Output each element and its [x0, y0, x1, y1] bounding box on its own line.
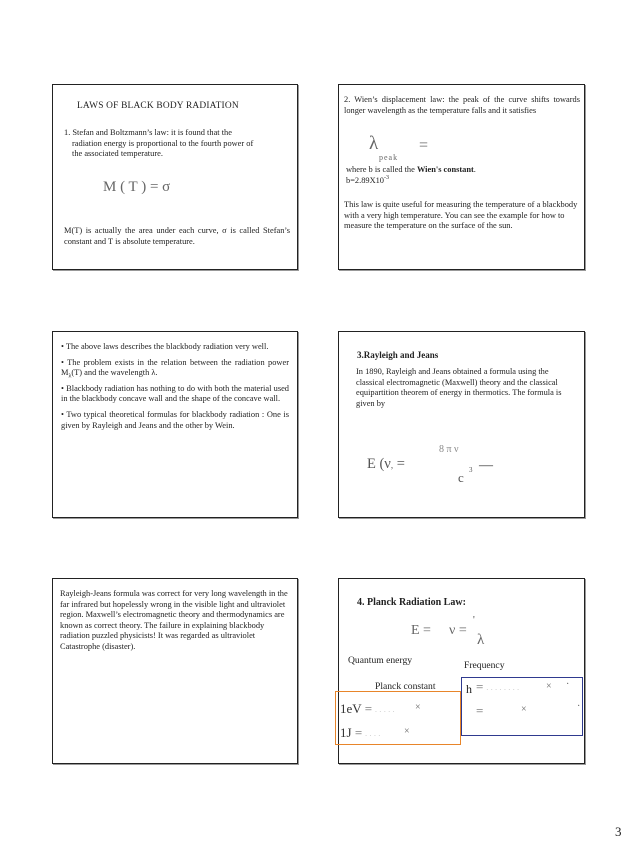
- page-number: 3: [615, 824, 622, 839]
- slide-blackbody-problem: [52, 331, 298, 518]
- formula-mark: ': [473, 615, 475, 626]
- ev-label: 1eV: [340, 701, 362, 716]
- slide-title: LAWS OF BLACK BODY RADIATION: [77, 101, 239, 111]
- h-symbol: h: [466, 682, 472, 696]
- stefan-formula: M ( T ) = σ: [103, 179, 171, 195]
- bullet-item: • Two typical theoretical formulas for blackbody radiation : One is given by Rayleigh and Jeans and the other by Wein.: [61, 409, 289, 430]
- formula-exponent: 3: [469, 466, 473, 474]
- dot-sign: ·: [577, 701, 581, 712]
- bullet-text: (T) and the wavelength λ.: [71, 368, 158, 378]
- quantum-energy-label: Quantum energy: [348, 655, 413, 666]
- stefan-boltzmann-law-text: [64, 128, 286, 160]
- equals: =: [354, 725, 363, 740]
- slide-title: 4. Planck Radiation Law:: [357, 597, 466, 608]
- lambda-symbol: λ: [477, 632, 485, 648]
- h-equals-ev: [476, 703, 483, 719]
- times-sign: ×: [415, 702, 421, 713]
- formula-c: c: [458, 470, 464, 485]
- wien-constant-text: [346, 165, 578, 186]
- slide-rayleigh-jeans: [338, 331, 585, 518]
- formula-dash: —: [479, 458, 493, 473]
- equals-sign: =: [419, 137, 429, 154]
- times-sign: ×: [546, 681, 552, 692]
- equals: =: [476, 679, 484, 694]
- frequency-eq: ν =: [449, 623, 467, 638]
- slide-ultraviolet-catastrophe: [52, 578, 298, 764]
- period: .: [473, 165, 476, 174]
- equals: =: [364, 701, 373, 716]
- b-value: b=2.89X10: [346, 175, 384, 185]
- b-exponent: -3: [384, 174, 389, 181]
- faded-digits: • • • • •: [375, 709, 396, 714]
- planck-energy-eq: E =: [411, 623, 431, 638]
- para-line: 1. Stefan and Boltzmann’s law: it is found that the: [64, 128, 232, 137]
- rayleigh-jeans-text: In 1890, Rayleigh and Jeans obtained a formula using the classical electromagnetic (Maxwell) theory and the classical equipartition theorem of energy in thermotics. The formula is given by: [356, 367, 562, 408]
- times-sign: ×: [521, 704, 527, 715]
- bullet-item: [61, 358, 289, 379]
- dot-sign: ·: [566, 679, 570, 690]
- times-sign: ×: [404, 726, 410, 737]
- lambda-symbol: λ: [369, 133, 379, 154]
- faded-digits: • • • • • • • •: [486, 687, 520, 692]
- bullet-item: • Blackbody radiation has nothing to do with both the material used in the blackbody concave wall and the shape of the concave wall.: [61, 383, 289, 404]
- formula-equals: =: [393, 456, 405, 472]
- para-line: the associated temperature.: [72, 149, 163, 159]
- slide-stefan-boltzmann: [52, 84, 298, 270]
- lambda-subscript: λ: [68, 373, 72, 380]
- formula-comma: ,: [390, 460, 394, 470]
- ultraviolet-catastrophe-text: Rayleigh-Jeans formula was correct for very long wavelength in the far infrared but hopelessly wrong in the visible light and ultraviolet region. Maxwell’s electromagnetic theory and thermodynamics are known as correct theory. The failure in explaining blackbody radiation puzzled physicists! It was regarded as ultraviolet Catastrophe (disaster).: [60, 589, 288, 651]
- bullet-list: [61, 342, 289, 436]
- bullet-text: • The problem exists in the relation between the radiation power M: [61, 357, 289, 378]
- h-equals: [476, 679, 520, 695]
- equals: =: [476, 703, 484, 718]
- slide-wien-displacement: [338, 84, 585, 270]
- formula-numerator: 8 π ν: [439, 444, 459, 455]
- formula-E: E (ν: [367, 456, 391, 472]
- where-text: where b is called the: [346, 165, 417, 174]
- wien-usefulness-text: This law is quite useful for measuring the temperature of a blackbody with a very high temperature. You can see the example for how to measure the temperature on the surface of the sun.: [344, 200, 578, 231]
- slide-title: 3.Rayleigh and Jeans: [357, 350, 439, 360]
- peak-subscript: peak: [379, 153, 399, 162]
- bullet-item: • The above laws describes the blackbody radiation very well.: [61, 342, 269, 351]
- planck-constant-label: Planck constant: [375, 681, 436, 692]
- para-line: radiation energy is proportional to the fourth power of: [72, 138, 254, 148]
- ev-conversion: [340, 701, 395, 717]
- faded-digits: • • • •: [365, 733, 382, 738]
- wien-constant-label: Wien's constant: [416, 165, 474, 174]
- joule-conversion: [340, 725, 381, 741]
- wien-law-text: 2. Wien’s displacement law: the peak of the curve shifts towards longer wavelength as the temperature falls and it satisfies: [344, 95, 580, 115]
- formula-lhs: [367, 456, 405, 473]
- j-label: 1J: [340, 725, 352, 740]
- stefan-explanation: M(T) is actually the area under each curve, σ is called Stefan’s constant and T is absolute temperature.: [64, 226, 290, 246]
- frequency-label: Frequency: [464, 660, 505, 671]
